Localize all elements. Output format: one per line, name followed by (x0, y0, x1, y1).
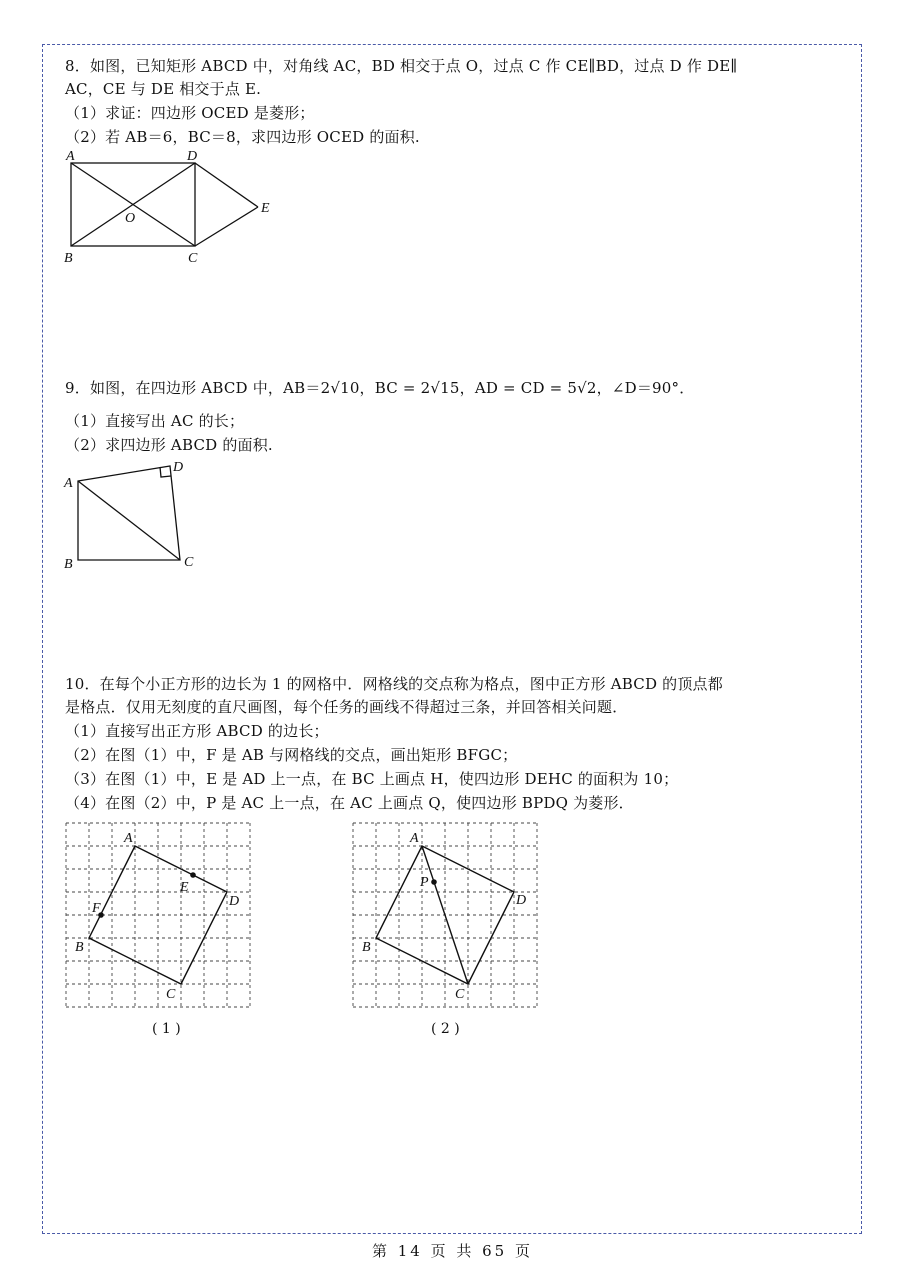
page-footer: 第 14 页 共 65 页 (371, 1242, 533, 1260)
point-E (190, 872, 196, 878)
p9-label-C: C (184, 555, 194, 570)
p8-label-O: O (125, 211, 136, 226)
fig1-label-A: A (124, 831, 133, 846)
p8-label-B: B (64, 251, 73, 266)
fig2-label-P: P (420, 875, 429, 890)
problem-9-question-2: （2）求四边形 ABCD 的面积. (65, 436, 273, 454)
fig1-label-C: C (166, 987, 176, 1002)
problem-10-statement: 10．在每个小正方形的边长为 1 的网格中．网格线的交点称为格点，图中正方形 ABCD 的顶点都 (65, 675, 723, 693)
problem-9-question-1: （1）直接写出 AC 的长； (65, 412, 245, 430)
p9-label-A: A (64, 476, 73, 491)
problem-8-question-1: （1）求证：四边形 OCED 是菱形； (65, 104, 315, 122)
p9-label-B: B (64, 557, 73, 572)
p8-label-A: A (66, 149, 75, 164)
point-P (431, 879, 437, 885)
p8-label-D: D (187, 149, 198, 164)
problem-10-figure-1 (66, 823, 256, 1013)
problem-10-figure-2 (353, 823, 543, 1013)
fig2-label-B: B (362, 940, 371, 955)
problem-8-question-2: （2）若 AB＝6，BC＝8，求四边形 OCED 的面积. (65, 128, 420, 146)
figure-2-caption: ( 2 ) (431, 1021, 460, 1037)
fig1-label-D: D (229, 894, 240, 909)
fig1-label-B: B (75, 940, 84, 955)
problem-10-question-1: （1）直接写出正方形 ABCD 的边长； (65, 722, 329, 740)
problem-10-question-3: （3）在图（1）中，E 是 AD 上一点，在 BC 上画点 H，使四边形 DEHC 的面积为 10； (65, 770, 679, 788)
problem-10-question-4: （4）在图（2）中，P 是 AC 上一点，在 AC 上画点 Q，使四边形 BPDQ 为菱形． (65, 794, 634, 812)
figure-1-caption: ( 1 ) (152, 1021, 181, 1037)
fig2-label-C: C (455, 987, 465, 1002)
problem-10-statement-cont: 是格点．仅用无刻度的直尺画图，每个任务的画线不得超过三条，并回答相关问题． (65, 698, 628, 716)
p9-label-D: D (173, 460, 184, 475)
fig1-label-E: E (180, 880, 189, 895)
p8-label-C: C (188, 251, 198, 266)
problem-10-question-2: （2）在图（1）中，F 是 AB 与网格线的交点，画出矩形 BFGC； (65, 746, 518, 764)
fig2-label-A: A (410, 831, 419, 846)
p8-label-E: E (261, 201, 270, 216)
problem-9-figure (0, 0, 905, 600)
problem-8-statement-cont: AC，CE 与 DE 相交于点 E. (65, 80, 262, 98)
problem-9-statement: 9．如图，在四边形 ABCD 中，AB＝2√10，BC = 2√15，AD = CD = 5√2，∠D＝90°． (65, 379, 695, 397)
problem-8-statement: 8．如图，已知矩形 ABCD 中，对角线 AC，BD 相交于点 O，过点 C 作 CE∥BD，过点 D 作 DE∥ (65, 57, 738, 75)
fig1-label-F: F (92, 901, 101, 916)
fig2-label-D: D (516, 893, 527, 908)
